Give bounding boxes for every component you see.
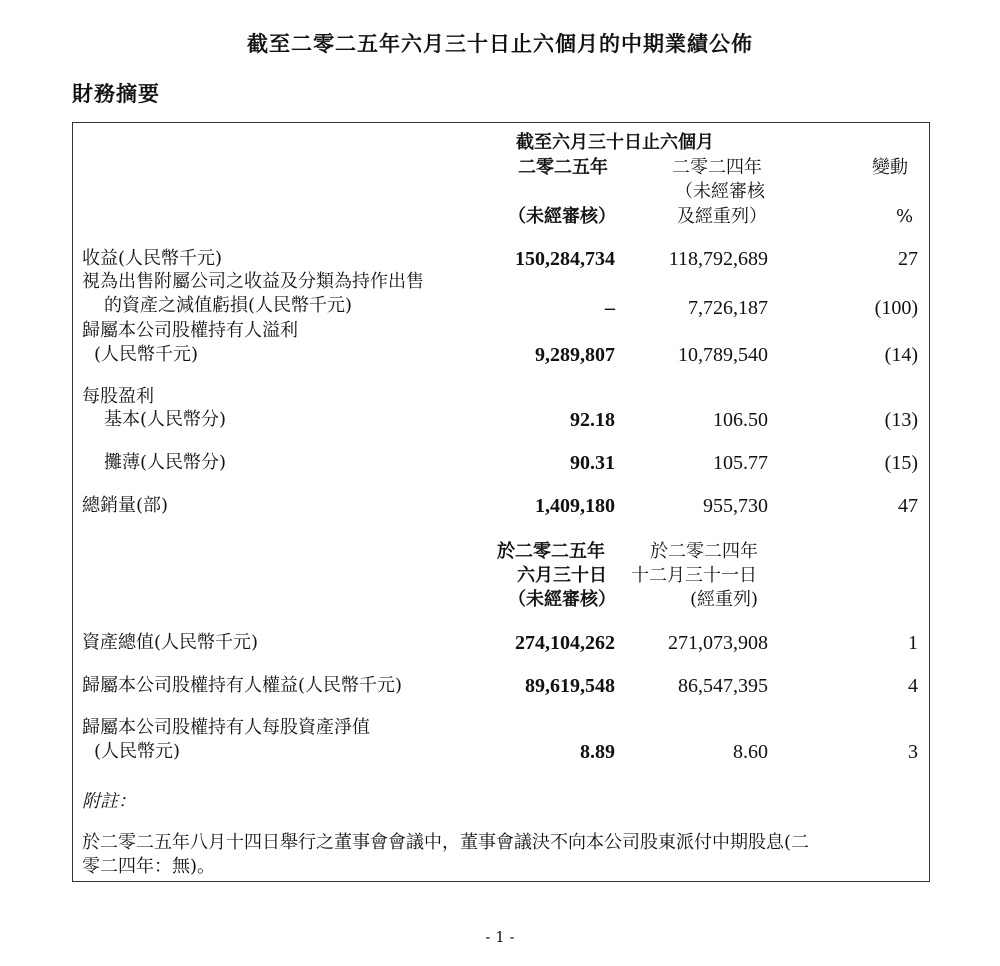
sales-volume-change: 47 [898, 495, 918, 517]
total-assets-2025: 274,104,262 [515, 632, 615, 654]
disposal-2024: 7,726,187 [688, 297, 768, 319]
total-assets-change: 1 [908, 632, 918, 654]
equity-2025: 89,619,548 [525, 675, 615, 697]
row-label-profit-line2: (人民幣千元) [94, 344, 199, 365]
bs-col-2024-line1: 於二零二四年 [650, 541, 758, 562]
row-label-nav-line1: 歸屬本公司股權持有人每股資產淨值 [82, 717, 370, 738]
col-2024-header: 二零二四年 [672, 157, 762, 178]
bs-col-2024-line2: 十二月三十一日 [631, 565, 757, 586]
page-number: - 1 - [485, 928, 515, 946]
eps-diluted-2024: 105.77 [713, 452, 768, 474]
sales-volume-2024: 955,730 [703, 495, 768, 517]
profit-2024: 10,789,540 [678, 344, 768, 366]
nav-2025: 8.89 [580, 741, 615, 763]
col-2024-restated: 及經重列） [677, 206, 767, 227]
note-line2: 零二四年：無)。 [82, 856, 216, 877]
financial-summary-box [72, 122, 930, 882]
row-label-disposal-line2: 的資產之減值虧損(人民幣千元) [104, 295, 353, 316]
disposal-2025: – [605, 297, 615, 319]
eps-diluted-label: 攤薄(人民幣分) [104, 452, 227, 473]
bs-col-2025-line3: （未經審核） [508, 589, 616, 610]
col-change-header: 變動 [872, 157, 908, 178]
document-title: 截至二零二五年六月三十日止六個月的中期業績公佈 [247, 31, 753, 56]
period-group-header: 截至六月三十日止六個月 [516, 132, 714, 153]
section-title: 財務摘要 [72, 81, 160, 106]
row-label-revenue: 收益(人民幣千元) [82, 248, 223, 269]
eps-diluted-2025: 90.31 [570, 452, 615, 474]
col-2025-unaudited: （未經審核） [508, 206, 616, 227]
eps-basic-change: (13) [884, 409, 918, 431]
eps-heading: 每股盈利 [82, 386, 154, 407]
bs-col-2025-line1: 於二零二五年 [497, 541, 605, 562]
row-label-profit-line1: 歸屬本公司股權持有人溢利 [82, 320, 298, 341]
row-label-equity: 歸屬本公司股權持有人權益(人民幣千元) [82, 675, 403, 696]
row-label-nav-line2: (人民幣元) [94, 741, 181, 762]
bs-col-2025-line2: 六月三十日 [517, 565, 607, 586]
note-heading: 附註： [82, 791, 136, 812]
disposal-change: (100) [874, 297, 918, 319]
profit-2025: 9,289,807 [535, 344, 615, 366]
nav-2024: 8.60 [733, 741, 768, 763]
equity-2024: 86,547,395 [678, 675, 768, 697]
eps-diluted-change: (15) [884, 452, 918, 474]
total-assets-2024: 271,073,908 [668, 632, 768, 654]
equity-change: 4 [908, 675, 918, 697]
eps-basic-label: 基本(人民幣分) [104, 409, 227, 430]
revenue-2025: 150,284,734 [515, 248, 615, 270]
col-2025-header: 二零二五年 [518, 157, 608, 178]
eps-basic-2025: 92.18 [570, 409, 615, 431]
nav-change: 3 [908, 741, 918, 763]
bs-col-2024-line3: (經重列) [690, 589, 759, 610]
col-change-percent: % [896, 206, 914, 227]
row-label-total-assets: 資產總值(人民幣千元) [82, 632, 259, 653]
row-label-sales-volume: 總銷量(部) [82, 495, 169, 516]
col-2024-unaudited: （未經審核 [675, 181, 765, 202]
revenue-change: 27 [898, 248, 918, 270]
row-label-disposal-line1: 視為出售附屬公司之收益及分類為持作出售 [82, 271, 424, 292]
revenue-2024: 118,792,689 [668, 248, 768, 270]
profit-change: (14) [884, 344, 918, 366]
eps-basic-2024: 106.50 [713, 409, 768, 431]
note-line1: 於二零二五年八月十四日舉行之董事會會議中，董事會議決不向本公司股東派付中期股息(二 [82, 832, 810, 853]
sales-volume-2025: 1,409,180 [535, 495, 615, 517]
